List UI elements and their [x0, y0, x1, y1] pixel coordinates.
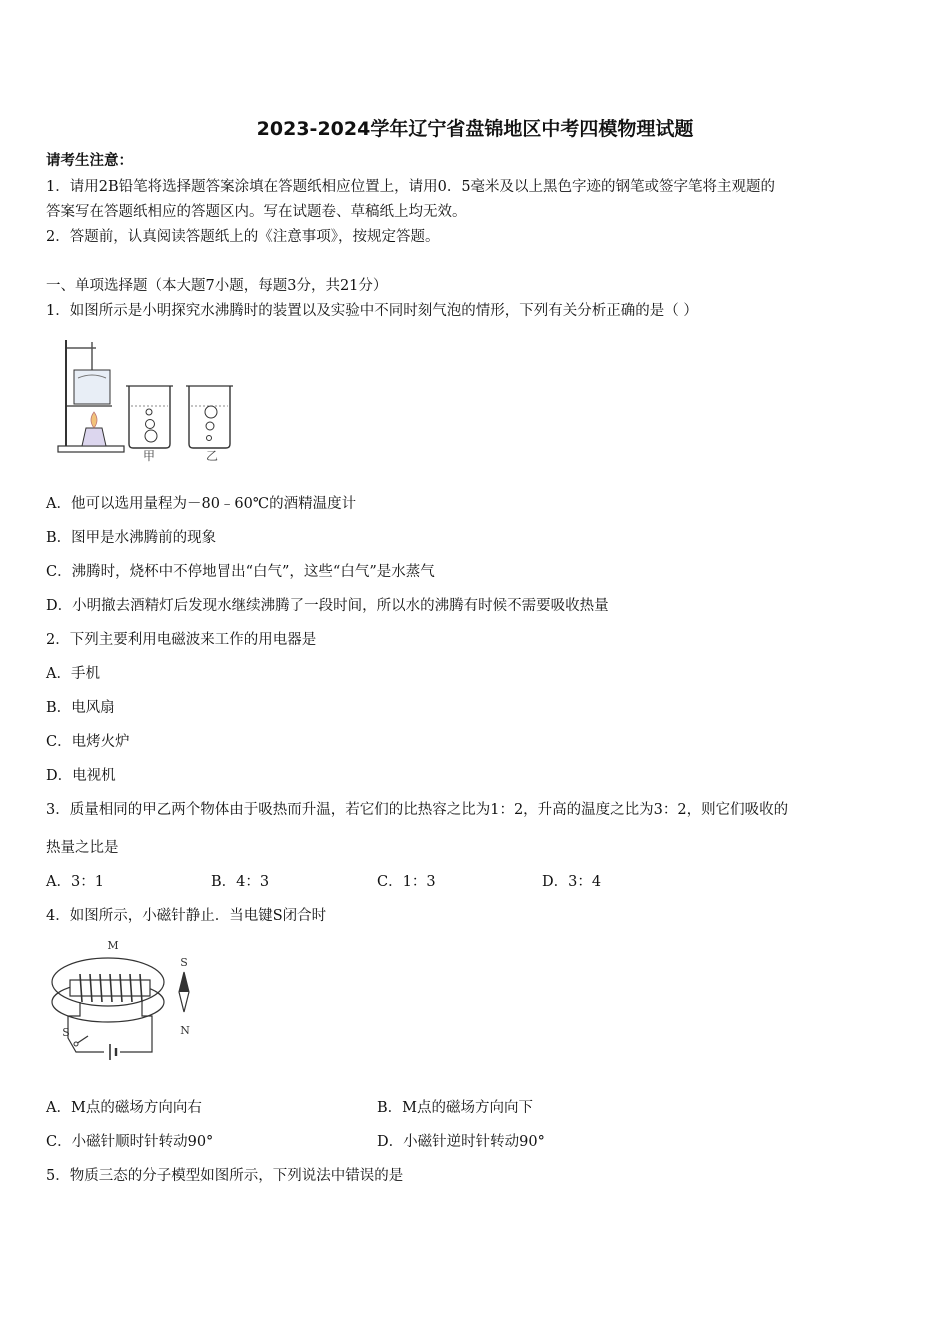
q2-option-c: C．电烤火炉 [46, 734, 130, 750]
q4-option-d: D．小磁针逆时针转动90° [377, 1134, 545, 1150]
q4-option-b: B．M点的磁场方向向下 [377, 1100, 534, 1116]
notice-line-2: 答案写在答题纸相应的答题区内。写在试题卷、草稿纸上均无效。 [46, 204, 467, 220]
notice-line-1: 1．请用2B铅笔将选择题答案涂填在答题纸相应位置上，请用0．5毫米及以上黑色字迹的钢笔或签字笔将主观题的 [46, 179, 776, 195]
notice-heading: 请考生注意： [46, 152, 133, 169]
fig-label-yi: 乙 [205, 449, 219, 463]
section-heading: 一、单项选择题（本大题7小题，每题3分，共21分） [46, 278, 388, 294]
q3-option-a: A．3：1 [46, 874, 104, 890]
q3-option-c: C．1：3 [377, 874, 436, 890]
q2-option-d: D．电视机 [46, 768, 116, 784]
q1-option-d: D．小明撤去酒精灯后发现水继续沸腾了一段时间，所以水的沸腾有时候不需要吸收热量 [46, 598, 609, 614]
fig-label-m: M [107, 939, 119, 952]
q4-option-a: A．M点的磁场方向向右 [46, 1100, 202, 1116]
fig-label-s-pole: S [180, 956, 188, 969]
q1-stem: 1．如图所示是小明探究水沸腾时的装置以及实验中不同时刻气泡的情形，下列有关分析正确的是（ ） [46, 303, 698, 319]
q1-option-b: B．图甲是水沸腾前的现象 [46, 530, 217, 546]
q5-stem: 5．物质三态的分子模型如图所示，下列说法中错误的是 [46, 1168, 404, 1184]
q4-stem: 4．如图所示，小磁针静止．当电键S闭合时 [46, 908, 327, 924]
q1-figure [56, 334, 246, 464]
page-title: 2023-2024学年辽宁省盘锦地区中考四模物理试题 [256, 118, 694, 140]
q3-option-b: B．4：3 [211, 874, 270, 890]
q1-option-a: A．他可以选用量程为－80﹣60℃的酒精温度计 [46, 496, 357, 512]
q4-figure [48, 936, 208, 1060]
q1-option-c: C．沸腾时，烧杯中不停地冒出“白气”，这些“白气”是水蒸气 [46, 564, 435, 580]
q2-option-b: B．电风扇 [46, 700, 115, 716]
q2-option-a: A．手机 [46, 666, 100, 682]
q4-option-c: C．小磁针顺时针转动90° [46, 1134, 214, 1150]
notice-line-3: 2．答题前，认真阅读答题纸上的《注意事项》，按规定答题。 [46, 229, 440, 245]
fig-label-switch: S [62, 1026, 70, 1039]
fig-label-jia: 甲 [142, 449, 156, 463]
fig-label-n-pole: N [180, 1024, 190, 1037]
q3-stem-line-2: 热量之比是 [46, 840, 119, 856]
q3-option-d: D．3：4 [542, 874, 602, 890]
q2-stem: 2．下列主要利用电磁波来工作的用电器是 [46, 632, 317, 648]
q3-stem-line-1: 3．质量相同的甲乙两个物体由于吸热而升温，若它们的比热容之比为1：2，升高的温度之比为3：2，则它们吸收的 [46, 802, 789, 818]
